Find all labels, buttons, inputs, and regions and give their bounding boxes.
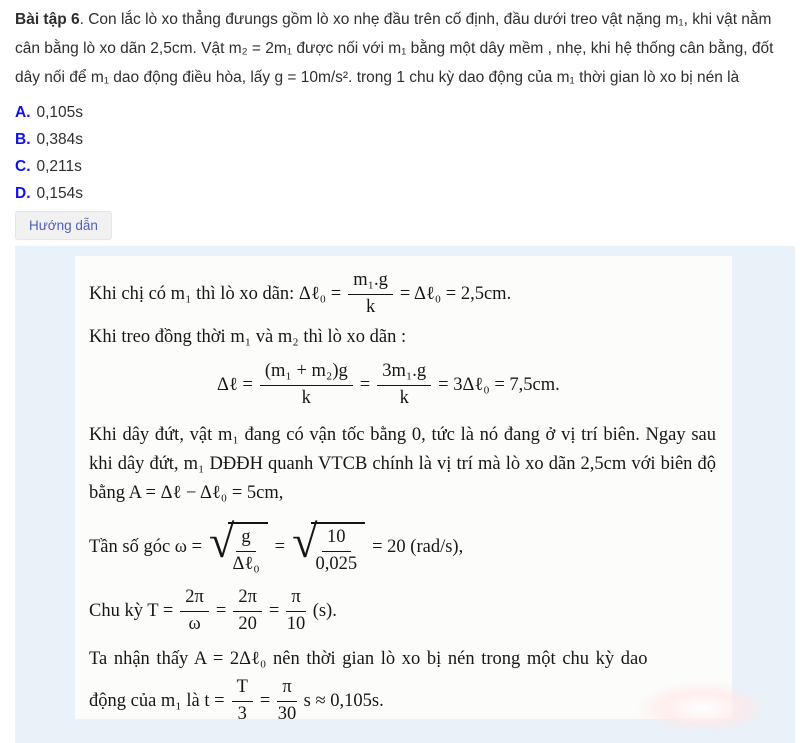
equation-text: = 20 (rad/s), [372, 536, 464, 557]
problem-label: Bài tập 6 [15, 11, 80, 28]
answer-letter: D. [15, 185, 31, 202]
solution-equation-nen-time [89, 675, 716, 719]
fraction: $\frac{g}{\text{Δℓ₀}}$ [232, 527, 260, 574]
fraction: $\frac{\pi}{10}$ [286, 587, 306, 634]
equation-text: = Δℓ₀ = 2,5cm. [399, 283, 512, 304]
answer-option-d[interactable] [15, 180, 83, 207]
square-root: √ $\frac{g}{\text{Δℓ₀}}$ [209, 519, 268, 575]
fraction: $\frac{\pi}{30}$ [277, 677, 297, 719]
problem-text: . Con lắc lò xo thẳng đưungs gồm lò xo nhẹ đầu trên cố định, đầu dưới treo vật nặng m₁, khi vật nằm cân bằng lò xo dãn 2,5cm. Vật m₂ = 2m₁ được nối với m₁ bằng một dây mềm , nhẹ, khi hệ thống cân bằng, đốt dây nối để m₁ dao động điều hòa, lấy g = 10m/s². trong 1 chu kỳ dao động của m₁ thời gian lò xo bị nén là [15, 11, 774, 86]
solution-scan-image [75, 256, 732, 719]
solution-paragraph-day-dut: Khi dây đứt, vật m₁ đang có vận tốc bằng 0, tức là nó đang ở vị trí biên. Ngay sau khi dây đứt, m₁ DĐĐH quanh VTCB chính là vị trí mà lò xo dãn 2,5cm với biên độ bằng A = Δℓ − Δℓ₀ = 5cm, [89, 425, 716, 503]
answer-option-a[interactable] [15, 99, 83, 126]
problem-statement [15, 5, 789, 92]
answer-option-c[interactable] [15, 153, 83, 180]
equation-text: động của m₁ là t = [89, 690, 225, 711]
answer-letter: B. [15, 131, 31, 148]
solution-line-treo-dong-thoi: Khi treo đồng thời m₁ và m₂ thì lò xo dãn : [89, 327, 407, 347]
equation-text: = [268, 600, 280, 621]
equation-text: s ≈ 0,105s. [303, 690, 384, 711]
answer-letter: C. [15, 158, 31, 175]
equation-text: Chu kỳ T = [89, 600, 174, 621]
answer-options [15, 99, 83, 207]
solution-equation-omega [89, 517, 716, 577]
huong-dan-button[interactable]: Hướng dẫn [15, 211, 112, 240]
solution-panel [15, 246, 795, 743]
fraction: $\frac{T}{3}$ [232, 677, 253, 719]
equation-text: = [215, 600, 227, 621]
equation-text: Khi chị có m₁ thì lò xo dãn: Δℓ₀ = [89, 283, 342, 304]
fraction: $\frac{\text{3m₁.g}}{k}$ [377, 361, 431, 409]
answer-letter: A. [15, 104, 31, 121]
square-root: √ $\frac{10}{0,025}$ [292, 519, 365, 575]
fraction: $\frac{\text{(m₁ + m₂)g}}{k}$ [260, 361, 353, 409]
answer-text: 0,154s [36, 185, 84, 202]
fraction: $\frac{10}{0,025}$ [315, 527, 358, 574]
equation-text: = [259, 690, 271, 711]
equation-text: = [359, 374, 371, 395]
equation-text: = 3Δℓ₀ = 7,5cm. [438, 374, 560, 395]
equation-text: = [274, 536, 286, 557]
equation-text: Δℓ = [217, 374, 253, 395]
answer-text: 0,211s [36, 158, 82, 175]
fraction: $\frac{2\pi}{20}$ [233, 587, 262, 635]
solution-equation-delta-l [217, 357, 716, 413]
equation-text: (s). [312, 600, 337, 621]
solution-line-delta0 [89, 268, 716, 320]
answer-option-b[interactable] [15, 126, 83, 153]
answer-text: 0,384s [36, 131, 84, 148]
solution-line-ta-nhan-thay: Ta nhận thấy A = 2Δℓ₀ nên thời gian lò xo bị nén trong một chu kỳ dao [89, 649, 648, 669]
fraction: $\frac{2\pi}{\omega}$ [180, 587, 209, 635]
fraction: $\frac{\text{m₁.g}}{k}$ [348, 270, 393, 318]
solution-equation-period [89, 585, 716, 637]
equation-text: Tần số góc ω = [89, 536, 203, 557]
answer-text: 0,105s [36, 104, 84, 121]
